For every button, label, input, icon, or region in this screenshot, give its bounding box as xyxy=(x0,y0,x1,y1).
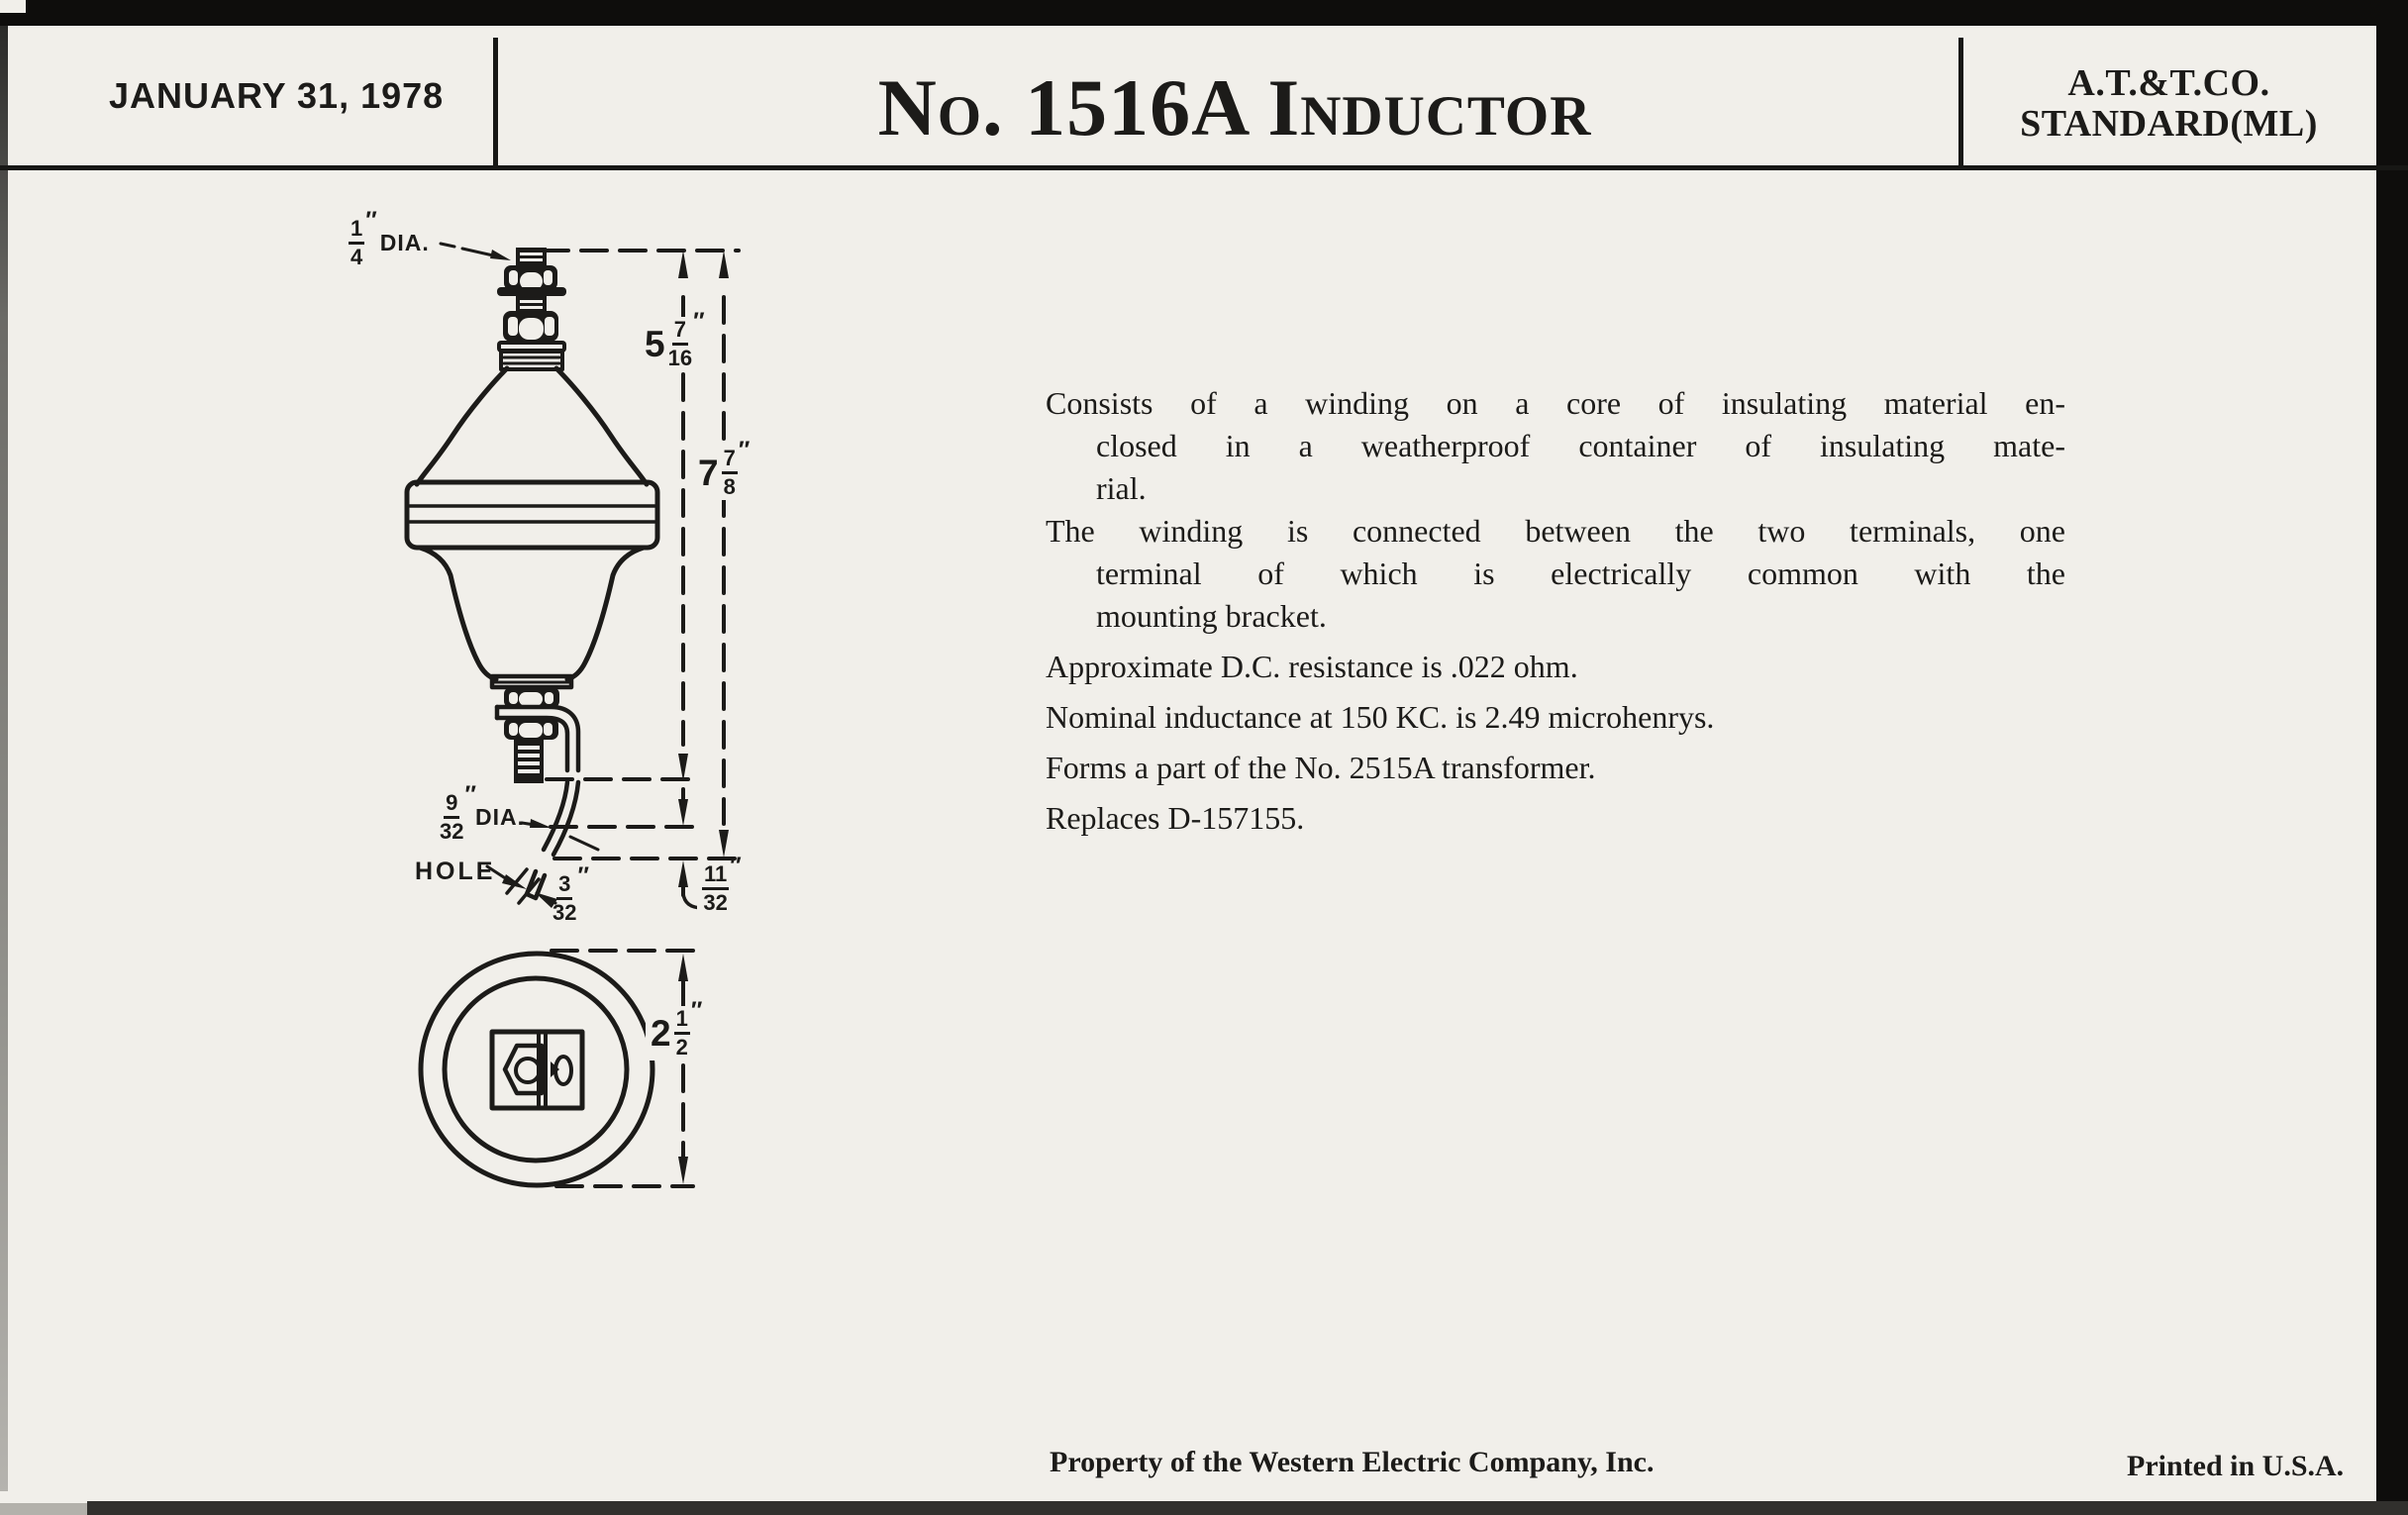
text-line: The winding is connected between the two terminals, one xyxy=(1046,513,2065,549)
bottom-view xyxy=(421,954,652,1185)
page-title: No. 1516A Inductor xyxy=(877,62,1592,152)
text-line: Consists of a winding on a core of insulating material en- xyxy=(1046,385,2065,421)
dim-label-base-diameter: 2 $\frac{1}{2}$ ″ xyxy=(646,1006,705,1060)
footer-property-notice: Property of the Western Electric Company, Inc. xyxy=(1050,1446,1655,1478)
text-line: Replaces D-157155. xyxy=(1046,800,1305,836)
fraction: $\frac{7}{16}$ xyxy=(667,317,693,370)
text-line: closed in a weatherproof container of insulating mate- xyxy=(1096,428,2065,463)
paragraph xyxy=(1046,382,2065,510)
text-line: Approximate D.C. resistance is .022 ohm. xyxy=(1046,649,1578,684)
text-line: Forms a part of the No. 2515A transformer. xyxy=(1046,750,1596,785)
side-view-housing xyxy=(407,368,657,687)
standard-designation: STANDARD(ML) xyxy=(2020,103,2318,145)
text-line: terminal of which is electrically common with the xyxy=(1096,556,2065,591)
dim-label-bracket-thickness: $\frac{3}{32}$ ″ xyxy=(552,862,587,925)
fraction: $\frac{1}{4}$ xyxy=(351,216,363,269)
paragraph xyxy=(1046,510,2065,638)
fraction: $\frac{7}{8}$ xyxy=(723,446,736,499)
description-text xyxy=(1046,382,2065,840)
text-line: Nominal inductance at 150 KC. is 2.49 microhenrys. xyxy=(1046,699,1715,735)
issue-date: JANUARY 31, 1978 xyxy=(109,75,445,116)
fraction: $\frac{1}{2}$ xyxy=(675,1006,688,1060)
dim-label-hole-offset: $\frac{11}{32}$ ″ xyxy=(697,861,745,916)
dim-label-body-height: 5 $\frac{7}{16}$ ″ xyxy=(640,317,708,371)
paragraph xyxy=(1046,797,2065,840)
org-name: A.T.&T.CO. xyxy=(2067,62,2270,104)
fraction: $\frac{11}{32}$ xyxy=(703,861,728,915)
dim-label-bracket-hole: $\frac{9}{32}$ ″ DIA. xyxy=(440,781,525,844)
dim-label-bracket-hole-word: HOLE xyxy=(415,858,496,885)
fraction: $\frac{3}{32}$ xyxy=(552,871,577,925)
footer-printed-in: Printed in U.S.A. xyxy=(2127,1450,2345,1482)
text-line: rial. xyxy=(1096,470,1147,506)
paragraph xyxy=(1046,646,2065,688)
dim-label-stud-diameter: $\frac{1}{4}$ ″ DIA. xyxy=(351,207,430,269)
fraction: $\frac{9}{32}$ xyxy=(440,790,464,844)
paragraph xyxy=(1046,747,2065,789)
side-view-terminal-stud xyxy=(497,248,566,369)
text-line: mounting bracket. xyxy=(1096,598,1327,634)
dim-label-overall-height: 7 $\frac{7}{8}$ ″ xyxy=(693,446,752,500)
paragraph xyxy=(1046,696,2065,739)
